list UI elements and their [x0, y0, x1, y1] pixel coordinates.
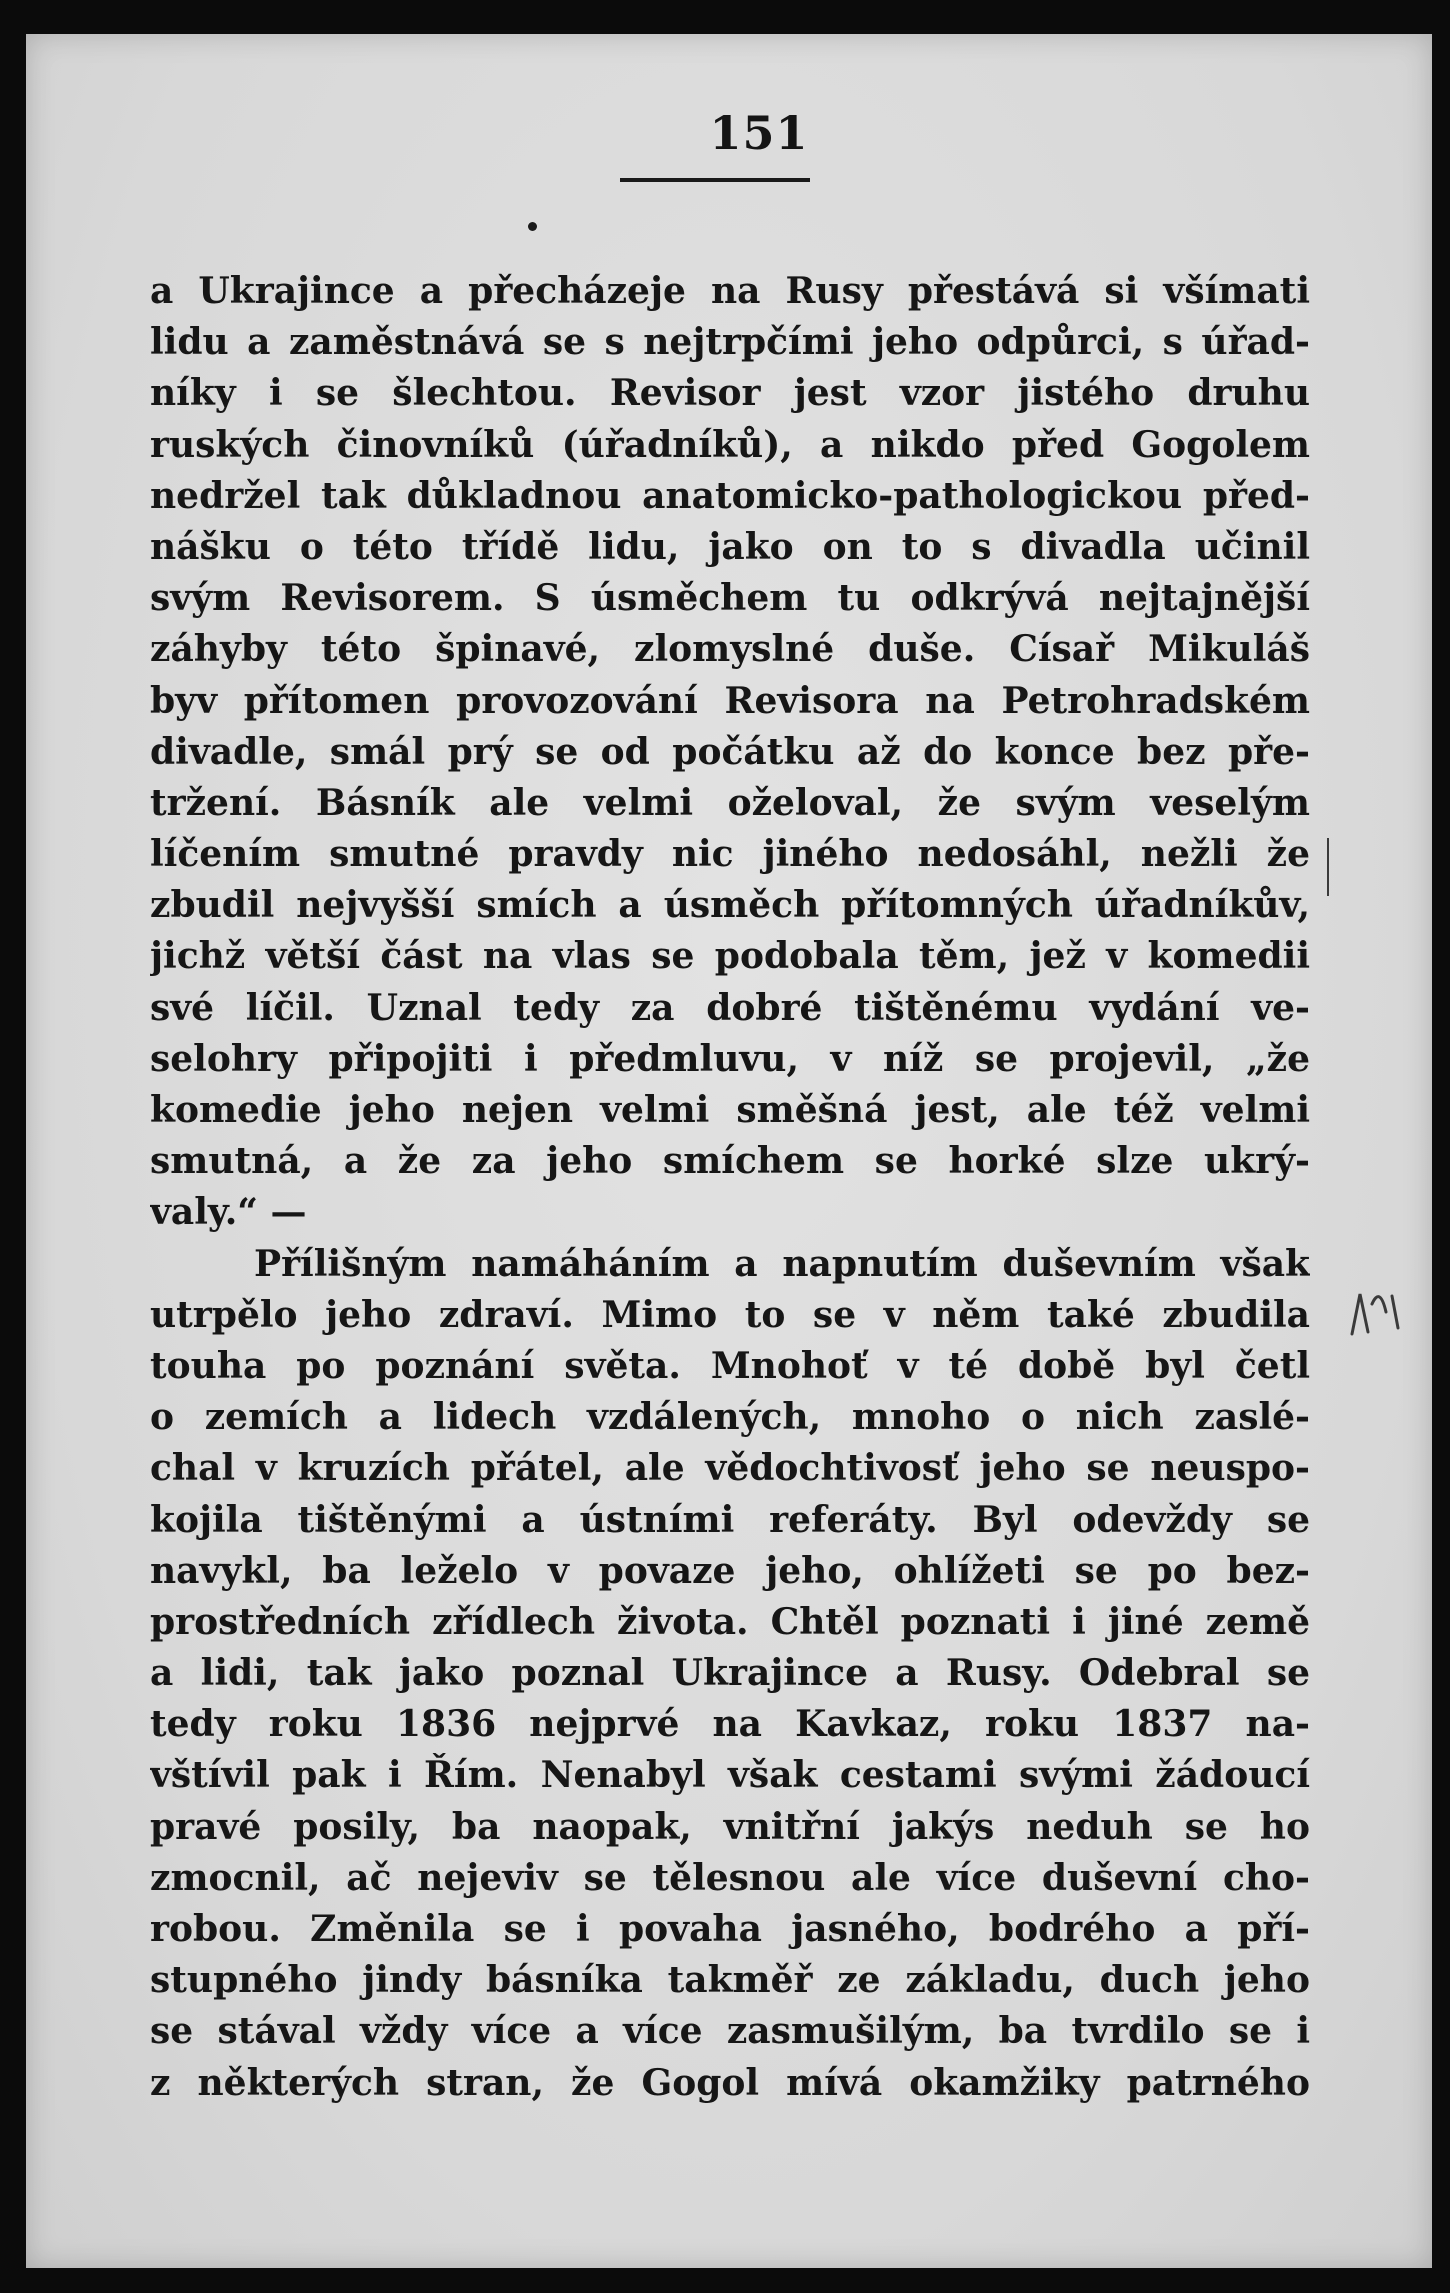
book-page: [26, 34, 1432, 2268]
text-line: zbudil nejvyšší smích a úsměch přítomných úřadníkův,: [150, 884, 1310, 927]
paragraph-end-line: valy.“ —: [150, 1191, 307, 1234]
text-line: ruských činovníků (úřadníků), a nikdo před Gogolem: [150, 423, 1310, 466]
text-line: záhyby této špinavé, zlomyslné duše. Císař Mikuláš: [150, 628, 1310, 671]
text-line: navykl, ba leželo v povaze jeho, ohlížeti se po bez-: [150, 1549, 1310, 1592]
text-line: svým Revisorem. S úsměchem tu odkrývá nejtajnější: [150, 577, 1310, 620]
text-line: prostředních zřídlech života. Chtěl poznati i jiné země: [150, 1600, 1310, 1643]
text-line: a Ukrajince a přecházeje na Rusy přestává si všímati: [150, 270, 1310, 312]
page-number: 151: [709, 106, 809, 160]
page-header: [26, 106, 1432, 160]
text-line: touha po poznání světa. Mnohoť v té době byl četl: [150, 1344, 1310, 1387]
text-line: smutná, a že za jeho smíchem se horké slze ukrý-: [150, 1140, 1310, 1183]
text-line: líčením smutné pravdy nic jiného nedosáhl, nežli že: [150, 833, 1310, 876]
text-line: nášku o této třídě lidu, jako on to s divadla učinil: [150, 525, 1310, 568]
text-line: nedržel tak důkladnou anatomicko-pathologickou před-: [150, 474, 1310, 517]
text-line: tržení. Básník ale velmi oželoval, že svým veselým: [150, 781, 1310, 824]
text-line: kojila tištěnými a ústními referáty. Byl odevždy se: [150, 1498, 1310, 1541]
text-line: lidu a zaměstnává se s nejtrpčími jeho odpůrci, s úřad-: [150, 321, 1310, 364]
text-line: z některých stran, že Gogol mívá okamžiky patrného: [150, 2061, 1310, 2104]
text-line: níky i se šlechtou. Revisor jest vzor jistého druhu: [150, 372, 1310, 415]
text-line: a lidi, tak jako poznal Ukrajince a Rusy. Odebral se: [150, 1652, 1310, 1695]
text-line: selohry připojiti i předmluvu, v níž se projevil, „že: [150, 1037, 1310, 1080]
text-line: pravé posily, ba naopak, vnitřní jakýs neduh se ho: [150, 1805, 1310, 1848]
margin-bracket-mark: [1318, 834, 1338, 904]
text-line: stupného jindy básníka takměř ze základu, duch jeho: [150, 1959, 1310, 2002]
text-line: vštívil pak i Řím. Nenabyl však cestami svými žádoucí: [150, 1754, 1310, 1797]
ornament-dot: [528, 222, 537, 231]
margin-pencil-mark: [1346, 1274, 1426, 1354]
text-line: robou. Změnila se i povaha jasného, bodrého a pří-: [150, 1908, 1310, 1950]
paragraph-start-line: Přílišným namáháním a napnutím duševním však: [254, 1242, 1310, 1285]
text-line: divadle, smál prý se od počátku až do konce bez pře-: [150, 730, 1310, 773]
header-rule: [620, 178, 810, 182]
text-line: své líčil. Uznal tedy za dobré tištěnému vydání ve-: [150, 986, 1310, 1029]
body-text: [150, 266, 1310, 2109]
text-line: se stával vždy více a více zasmušilým, ba tvrdilo se i: [150, 2010, 1310, 2053]
text-line: chal v kruzích přátel, ale vědochtivosť jeho se neuspo-: [150, 1447, 1310, 1490]
text-line: byv přítomen provozování Revisora na Petrohradském: [150, 679, 1310, 722]
text-line: komedie jeho nejen velmi směšná jest, ale též velmi: [150, 1089, 1310, 1131]
text-line: o zemích a lidech vzdálených, mnoho o nich zaslé-: [150, 1396, 1310, 1439]
text-line: tedy roku 1836 nejprvé na Kavkaz, roku 1837 na-: [150, 1703, 1310, 1746]
text-line: jichž větší část na vlas se podobala těm, jež v komedii: [150, 935, 1310, 978]
text-line: zmocnil, ač nejeviv se tělesnou ale více duševní cho-: [150, 1856, 1310, 1899]
text-line: utrpělo jeho zdraví. Mimo to se v něm také zbudila: [150, 1293, 1310, 1336]
